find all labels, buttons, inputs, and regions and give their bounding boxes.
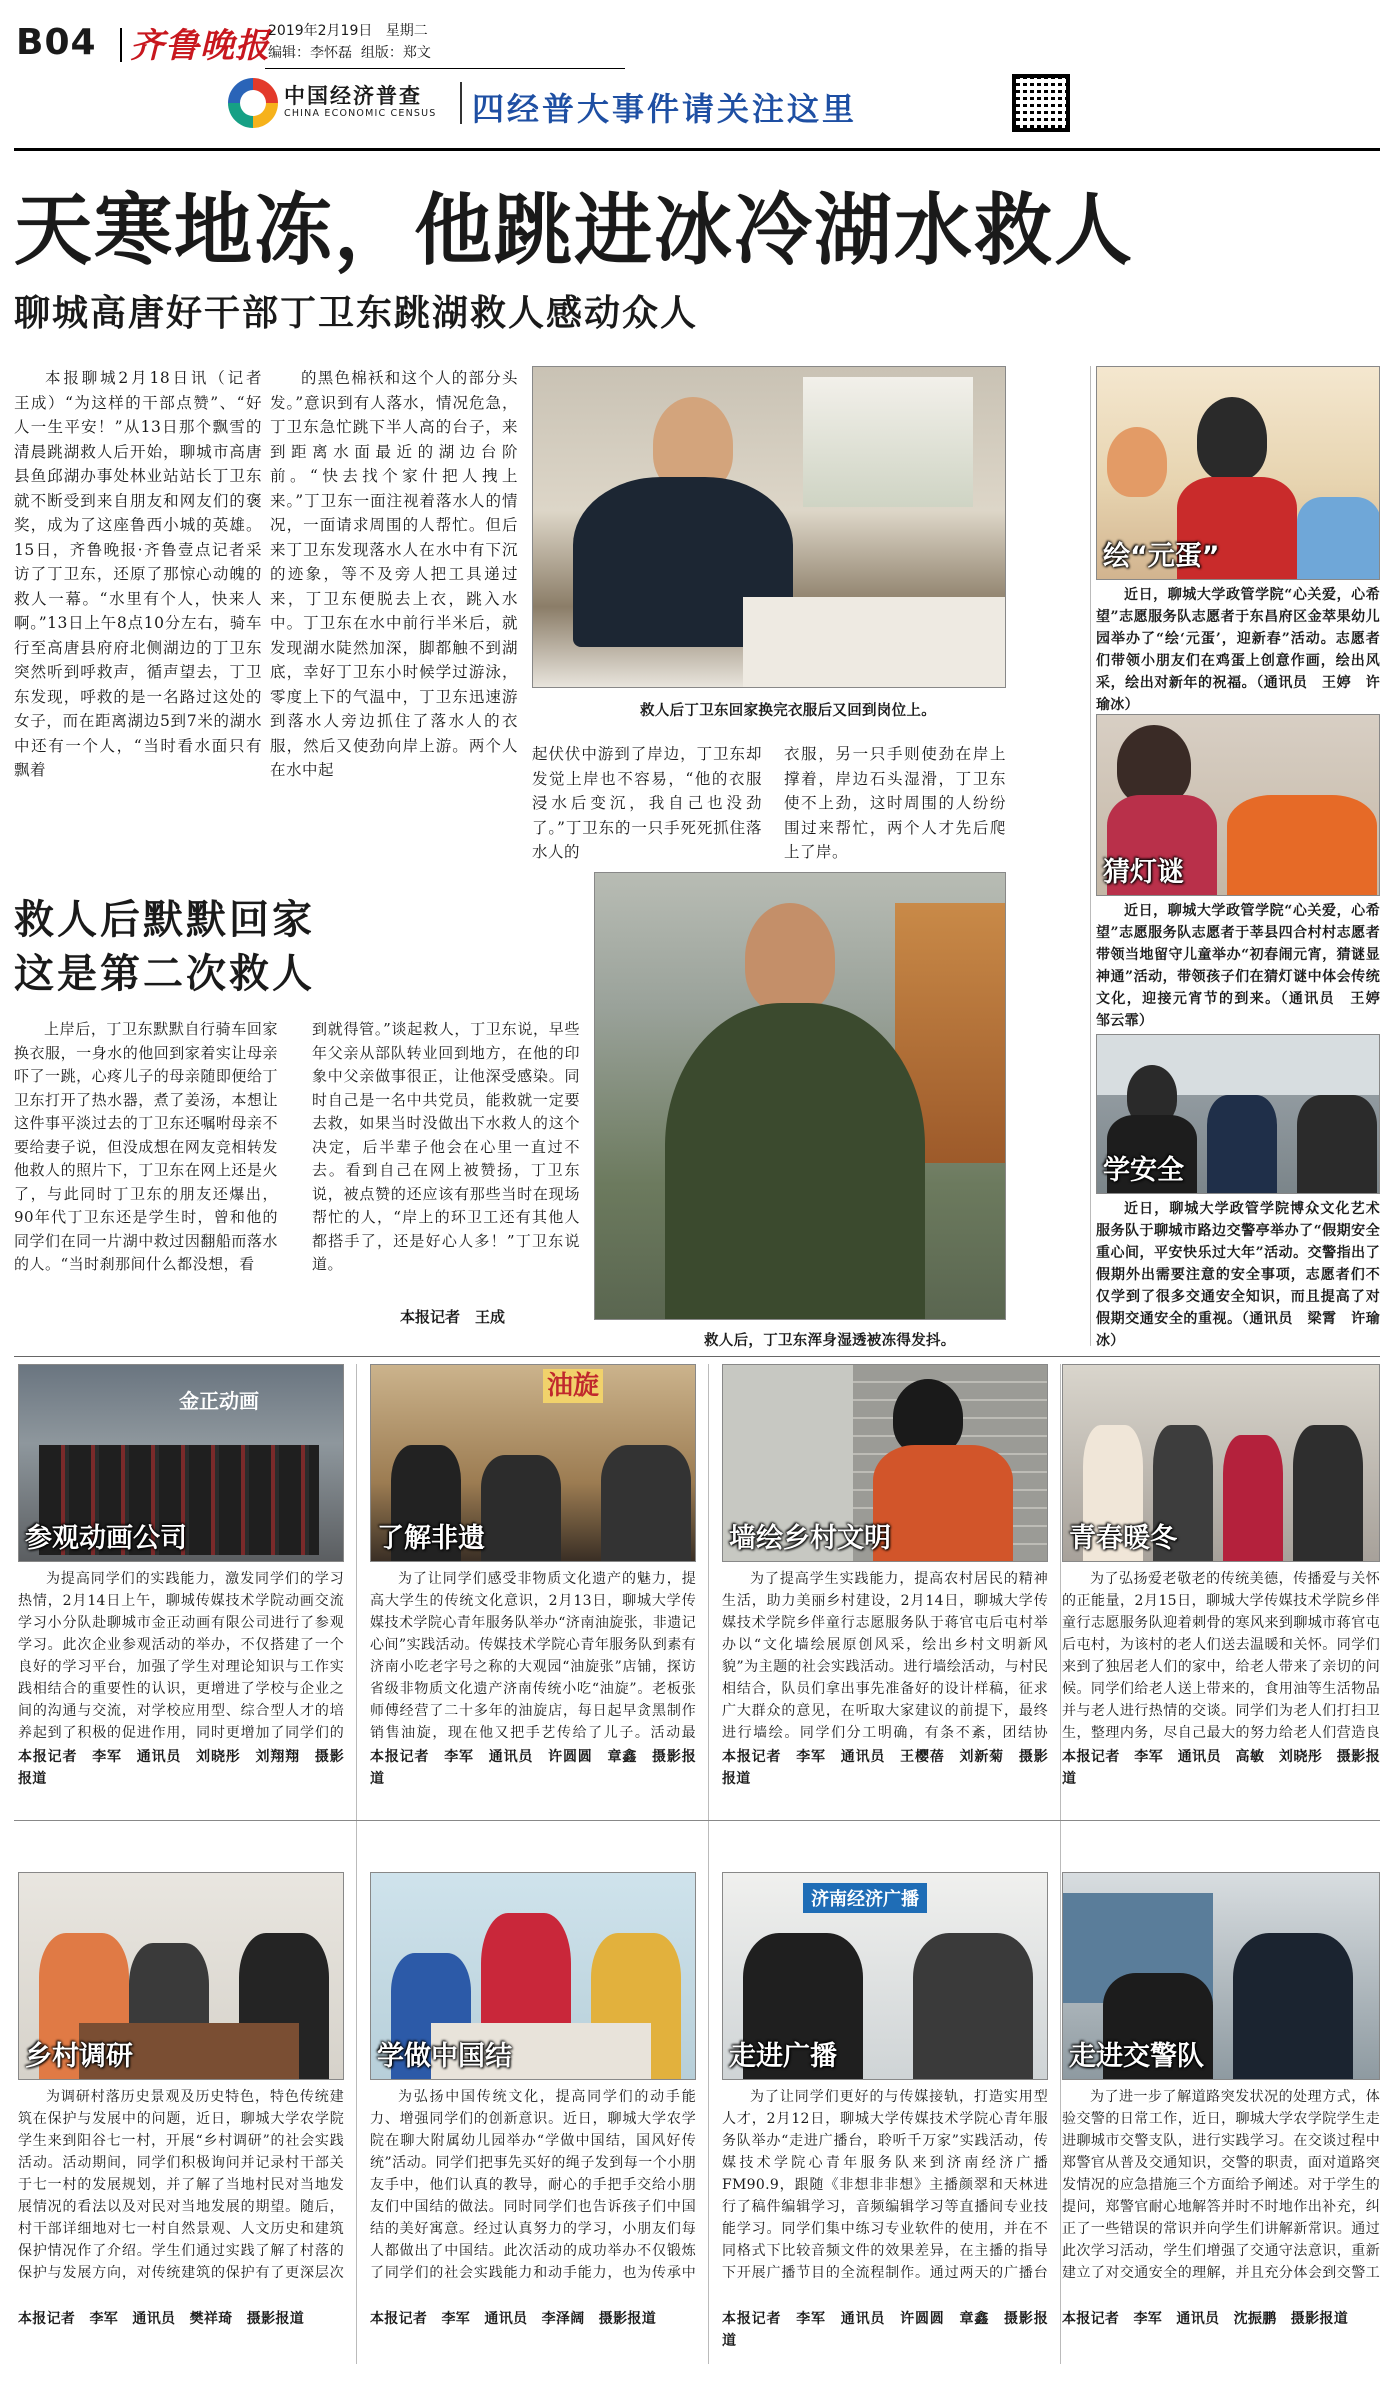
photo-safety-label: 学安全 — [1103, 1155, 1184, 1186]
photo-animation-label: 参观动画公司 — [25, 1523, 187, 1554]
animation-byline: 本报记者 李军 通讯员 刘晓彤 刘翔翔 摄影报道 — [18, 1749, 344, 1787]
photo-winter — [1062, 1364, 1380, 1562]
photo-desk-caption: 救人后丁卫东回家换完衣服后又回到岗位上。 — [640, 702, 936, 719]
egg-text: 近日，聊城大学政管学院“心关爱，心希望”志愿服务队志愿者于东昌府区金萃果幼儿园举办了“绘‘元蛋’，迎新春”活动。志愿者们带领小朋友们在鸡蛋上创意作画，绘出风采，绘出对新年的祝福。（通讯员 王婷 许瑜冰） — [1096, 587, 1380, 713]
issue-date — [268, 20, 431, 64]
photo-egg — [1096, 366, 1380, 580]
census-logo-icon — [240, 90, 266, 116]
photo-heritage-label: 了解非遗 — [377, 1523, 485, 1554]
paper-logo: 齐鲁晚报 — [130, 26, 270, 66]
photo-wet — [594, 872, 1006, 1320]
village-byline: 本报记者 李军 通讯员 樊祥琦 摄影报道 — [18, 2311, 304, 2327]
photo-wet-caption: 救人后，丁卫东浑身湿透被冻得发抖。 — [704, 1332, 956, 1349]
mural-byline: 本报记者 李军 通讯员 王樱蓓 刘新菊 摄影报道 — [722, 1749, 1048, 1787]
photo-police-label: 走进交警队 — [1069, 2041, 1204, 2072]
story-col-6: 到就得管。”谈起救人，丁卫东说，早些年父亲从部队转业回到地方，在他的印象中父亲做事很正，让他深受感染。同时自己是一名中共党员，能救就一定要去救，如果当时没做出下水救人的这个决定，后半辈子他会在心里一直过不去。看到自己在网上被赞扬，丁卫东说，被点赞的还应该有那些当时在现场帮忙的人，“岸上的环卫工还有其他人都搭手了，还是好心人多！”丁卫东说道。 — [312, 1020, 580, 1273]
story-col-3: 起伏伏中游到了岸边，丁卫东却发觉上岸也不容易，“他的衣服浸水后变沉，我自己也没劲了。”丁卫东的一只手死死抓住落水人的 — [532, 745, 762, 861]
lantern-text: 近日，聊城大学政管学院“心关爱，心希望”志愿服务队志愿者于莘县四合村村志愿者带领当地留守儿童举办“初春闹元宵，猜谜显神通”活动，带领孩子们在猜灯谜中体会传统文化，迎接元宵节的到来。（通讯员 王婷 邹云霏） — [1096, 903, 1395, 1029]
winter-byline: 本报记者 李军 通讯员 高敏 刘晓彤 摄影报道 — [1062, 1749, 1380, 1787]
radio-byline: 本报记者 李军 通讯员 许圆圆 章鑫 摄影报道 — [722, 2311, 1048, 2349]
page-number: B04 — [16, 22, 97, 63]
animation-text: 为提高同学们的实践能力，激发同学们的学习热情，2月14日上午，聊城传媒技术学院动画交流学习小分队赴聊城市金正动画有限公司进行了参观学习。此次企业参观活动的举办，不仅搭建了一个良好的学习平台，加强了学生对理论知识与工作实践相结合的重要性的认识，更增进了学校与企业之间的沟通与交流，对学校应用型、综合型人才的培养起到了积极的促进作用，同时更增加了同学们的 — [18, 1571, 344, 1741]
photo-mural-label: 墙绘乡村文明 — [729, 1523, 891, 1554]
heritage-byline: 本报记者 李军 通讯员 许圆圆 章鑫 摄影报道 — [370, 1749, 696, 1787]
page-header — [0, 0, 1395, 150]
census-logo — [228, 78, 278, 128]
photo-heritage — [370, 1364, 696, 1562]
photo-egg-label: 绘“元蛋” — [1103, 541, 1220, 572]
section-title-2: 这是第二次救人 — [14, 951, 315, 997]
shop-sign-radio: 济南经济广播 — [803, 1883, 927, 1913]
qr-code[interactable] — [1012, 74, 1070, 132]
story-col-5: 上岸后，丁卫东默默自行骑车回家换衣服，一身水的他回到家着实让母亲吓了一跳，心疼儿子的母亲随即便给丁卫东打开了热水器，煮了姜汤，本想让这件事平淡过去的丁卫东还嘱咐母亲不要给妻子说，但没成想在网友竞相转发他救人的照片下，丁卫东在网上还是火了，与此同时丁卫东的朋友还爆出，90年代丁卫东还是学生时，曾和他的同学们在同一片湖中救过因翻船而落水的人。“当时刹那间什么都没想，看 — [14, 1020, 278, 1273]
winter-text: 为了弘扬爱老敬老的传统美德，传播爱与关怀的正能量，2月15日，聊城大学传媒技术学院乡伴童行志愿服务队迎着刺骨的寒风来到聊城市蒋官屯后屯村，为该村的老人们送去温暖和关怀。同学们来到了独居老人们的家中，给老人带来了亲切的问候。同学们给老人送上带来的，食用油等生活物品并与老人进行热情的交谈。同学们为老人们打扫卫生，整理内务，尽自己最大的努力给老人们营造良 — [1062, 1571, 1380, 1741]
date-text: 2019年2月19日 — [268, 23, 373, 39]
radio-text: 为了让同学们更好的与传媒接轨，打造实用型人才，2月12日，聊城大学传媒技术学院心青年服务队举办“走进广播台，聆听千万家”实践活动，传媒技术学院心青年服务队来到济南经济广播FM90.9，跟随《非想非非想》主播颜翠和天林进行了稿件编辑学习，音频编辑学习等直播间专业技能学习。同学们集中练习专业软件的使用，并在不同格式下比较音频文件的效果差异，在主播的指导下开展广播节目的全流程制作。通过两天的广播台 — [722, 2089, 1048, 2281]
subheadline: 聊城高唐好干部丁卫东跳湖救人感动众人 — [14, 293, 699, 334]
photo-lantern-label: 猜灯谜 — [1103, 857, 1184, 888]
story-col-1: 本报聊城2月18日讯（记者 王成）“为这样的干部点赞”、“好人一生平安！”从13日那个飘雪的清晨跳湖救人后开始，聊城市高唐县鱼邱湖办事处林业站站长丁卫东就不断受到来自朋友和网友们的褒奖，成为了这座鲁西小城的英雄。15日，齐鲁晚报·齐鲁壹点记者采访了丁卫东，还原了那惊心动魄的救人一幕。“水里有个人，快来人啊。”13日上午8点10分左右，骑车行至高唐县府府北侧湖边的丁卫东突然听到呼救声，循声望去，丁卫东发现，呼救的是一名路过这处的女子，而在距离湖边5到7米的湖水中还有一个人，“当时看水面只有飘着 — [14, 369, 262, 779]
story-col-2: 的黑色棉袄和这个人的部分头发。”意识到有人落水，情况危急，丁卫东急忙跳下半人高的台子，来到距离水面最近的湖边台阶前。“快去找个家什把人拽上来。”丁卫东一面注视着落水人的情况，一面请求周围的人帮忙。但后来丁卫东发现落水人在水中有下沉的迹象，等不及旁人把工具递过来，丁卫东便脱去上衣，跳入水中。丁卫东在水中前行半米后，就发现湖水陡然加深，脚都触不到湖底，幸好丁卫东小时候学过游泳，零度上下的气温中，丁卫东迅速游到落水人旁边抓住了落水人的衣服，然后又使劲向岸上游。两个人在水中起 — [270, 369, 518, 779]
photo-knot-label: 学做中国结 — [377, 2041, 512, 2072]
police-text: 为了进一步了解道路突发状况的处理方式，体验交警的日常工作，近日，聊城大学农学院学生走进聊城市交警支队，进行实践学习。在交谈过程中郑警官从普及交通知识，交警的职责，面对道路突发情况的应急措施三个方面给予阐述。对于学生的提问，郑警官耐心地解答并时不时地作出补充，纠正了一些错误的常识并向学生们讲解新常识。通过此次学习活动，学生们增强了交通守法意识，重新建立了对交通安全的理解，并且充分体会到交警工 — [1062, 2089, 1380, 2281]
byline-main: 本报记者 王成 — [400, 1308, 506, 1326]
weekday-text: 星期二 — [385, 23, 428, 39]
photo-mural — [722, 1364, 1048, 1562]
editor-text: 编辑：李怀磊 — [268, 45, 352, 61]
photo-village-label: 乡村调研 — [25, 2041, 133, 2072]
header-rule — [14, 148, 1380, 151]
census-name: 中国经济普查 — [284, 84, 422, 108]
mural-text: 为了提高学生实践能力，提高农村居民的精神生活，助力美丽乡村建设，2月14日，聊城大学传媒技术学院乡伴童行志愿服务队于蒋官屯后屯村举办以“文化墙绘展原创风采，绘出乡村文明新风貌”为主题的社会实践活动。进行墙绘活动，与村民相结合，队员们拿出事先准备好的设计样稿，征求广大群众的意见，在听取大家建议的前提下，最终进行墙绘。同学们分工明确，有条不紊，团结协 — [722, 1571, 1048, 1741]
photo-police — [1062, 1872, 1380, 2080]
census-slogan: 四经普大事件请关注这里 — [472, 90, 858, 128]
photo-radio-label: 走进广播 — [729, 2041, 837, 2072]
photo-safety — [1096, 1034, 1380, 1194]
layout-text: 组版：郑文 — [360, 45, 431, 61]
photo-animation — [18, 1364, 344, 1562]
photo-desk — [532, 366, 1006, 688]
headline: 天寒地冻，他跳进冰冷湖水救人 — [14, 186, 1135, 276]
photo-village — [18, 1872, 344, 2080]
knot-byline: 本报记者 李军 通讯员 李泽阔 摄影报道 — [370, 2311, 656, 2327]
section-title-1: 救人后默默回家 — [14, 897, 315, 943]
police-byline: 本报记者 李军 通讯员 沈振鹏 摄影报道 — [1062, 2311, 1348, 2327]
knot-text: 为弘扬中国传统文化，提高同学们的动手能力、增强同学们的创新意识。近日，聊城大学农学院在聊大附属幼儿园举办“学做中国结，国风好传统”活动。同学们把事先买好的绳子发到每一个小朋友手中，他们认真的教导，耐心的手把手交给小朋友们中国结的做法。同时同学们也告诉孩子们中国结的美好寓意。经过认真努力的学习，小朋友们每人都做出了中国结。此次活动的成功举办不仅锻炼了同学们的社会实践能力和动手能力，也为传承中 — [370, 2089, 696, 2281]
village-text: 为调研村落历史景观及历史特色，特色传统建筑在保护与发展中的问题，近日，聊城大学农学院学生来到阳谷七一村，开展“乡村调研”的社会实践活动。活动期间，同学们积极询问并记录村干部关于七一村的发展规划，并了解了当地村民对当地发展情况的看法以及对民对当地发展的期望。随后，村干部详细地对七一村自然景观、人文历史和建筑保护情况作了介绍。学生们通过实践了解了村落的保护与发展方向，对传统建筑的保护有了更深层次 — [18, 2089, 344, 2281]
census-name-en: CHINA ECONOMIC CENSUS — [284, 108, 437, 119]
shop-sign-heritage: 油旋 — [543, 1369, 603, 1403]
story-col-4: 衣服，另一只手则使劲在岸上撑着，岸边石头湿滑，丁卫东使不上劲，这时周围的人纷纷围过来帮忙，两个人才先后爬上了岸。 — [784, 745, 1006, 861]
safety-text: 近日，聊城大学政管学院博众文化艺术服务队于聊城市路边交警亭举办了“假期安全重心间，平安快乐过大年”活动。交警指出了假期外出需要注意的安全事项，志愿者们不仅学到了很多交通安全知识，而且提高了对假期交通安全的重视。（通讯员 梁霄 许瑜冰） — [1096, 1201, 1380, 1349]
heritage-text: 为了让同学们感受非物质文化遗产的魅力，提高大学生的传统文化意识，2月13日，聊城大学传媒技术学院心青年服务队举办“济南油旋张，非遗记心间”实践活动。传媒技术学院心青年服务队到素有济南小吃老字号之称的大观园“油旋张”店铺，探访省级非物质文化遗产济南传统小吃“油旋”。老板张师傅经营了二十多年的油旋店，每日起早贪黑制作销售油旋，现在他又把手艺传给了儿子。活动最 — [370, 1571, 696, 1741]
photo-knot — [370, 1872, 696, 2080]
man-wet-figure — [745, 903, 835, 1013]
photo-winter-label: 青春暖冬 — [1069, 1523, 1177, 1554]
photo-lantern — [1096, 714, 1380, 896]
photo-radio — [722, 1872, 1048, 2080]
shop-sign-animation: 金正动画 — [179, 1389, 259, 1413]
